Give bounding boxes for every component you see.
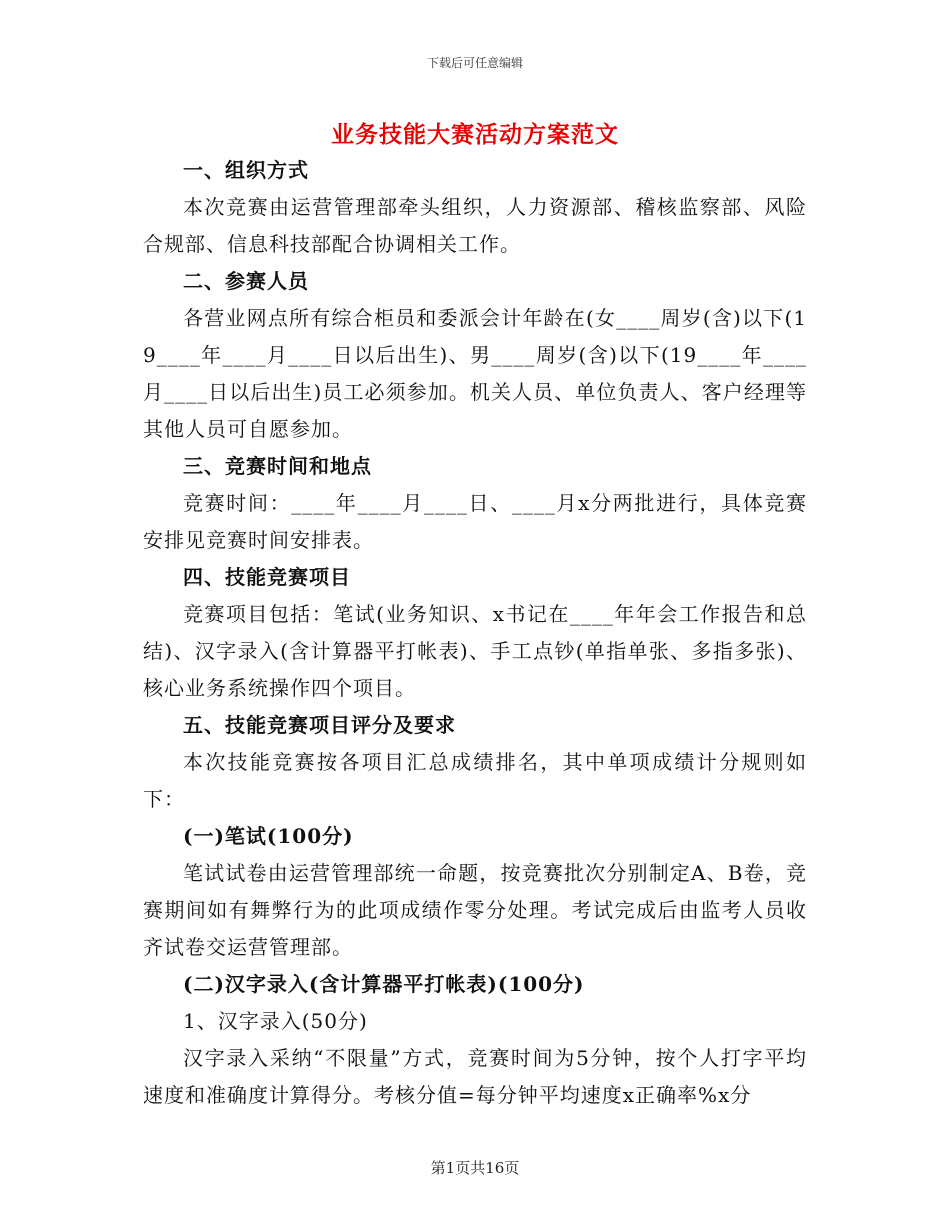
section-heading-5: 五、技能竞赛项目评分及要求 [183, 713, 456, 737]
section-heading-1: 一、组织方式 [183, 158, 309, 182]
paragraph-3: 竞赛时间：____年____月____日、____月x分两批进行，具体竞赛安排见竞赛时间安排表。 [143, 491, 807, 552]
section-heading-2: 二、参赛人员 [183, 269, 309, 293]
item-heading-1: 1、汉字录入(50分) [183, 1009, 368, 1033]
subsection-heading-2: (二)汉字录入(含计算器平打帐表)(100分) [183, 972, 585, 996]
paragraph-5: 本次技能竞赛按各项目汇总成绩排名，其中单项成绩计分规则如下： [143, 750, 807, 811]
header-note: 下载后可任意编辑 [426, 56, 523, 70]
paragraph-2: 各营业网点所有综合柜员和委派会计年龄在(女____周岁(含)以下(19____年____月____日以后出生)、男____周岁(含)以下(19____年____月____日以后出生)员工必须参加。机关人员、单位负责人、客户经理等其他人员可自愿参加。 [143, 306, 807, 441]
document-title: 业务技能大赛活动方案范文 [331, 121, 619, 148]
paragraph-4: 竞赛项目包括：笔试(业务知识、x书记在____年年会工作报告和总结)、汉字录入(含计算器平打帐表)、手工点钞(单指单张、多指多张)、核心业务系统操作四个项目。 [143, 602, 807, 700]
section-heading-3: 三、竞赛时间和地点 [183, 454, 372, 478]
subsection-heading-1: (一)笔试(100分) [183, 824, 354, 848]
page-footer: 第1页共16页 [430, 1159, 520, 1177]
document-body [143, 152, 807, 1114]
paragraph-1: 本次竞赛由运营管理部牵头组织，人力资源部、稽核监察部、风险合规部、信息科技部配合协调相关工作。 [143, 195, 807, 256]
section-heading-4: 四、技能竞赛项目 [183, 565, 351, 589]
paragraph-6: 笔试试卷由运营管理部统一命题，按竞赛批次分别制定A、B卷，竞赛期间如有舞弊行为的此项成绩作零分处理。考试完成后由监考人员收齐试卷交运营管理部。 [143, 861, 807, 959]
paragraph-7: 汉字录入采纳“不限量”方式，竞赛时间为5分钟，按个人打字平均速度和准确度计算得分。考核分值=每分钟平均速度x正确率%x分 [143, 1046, 807, 1107]
